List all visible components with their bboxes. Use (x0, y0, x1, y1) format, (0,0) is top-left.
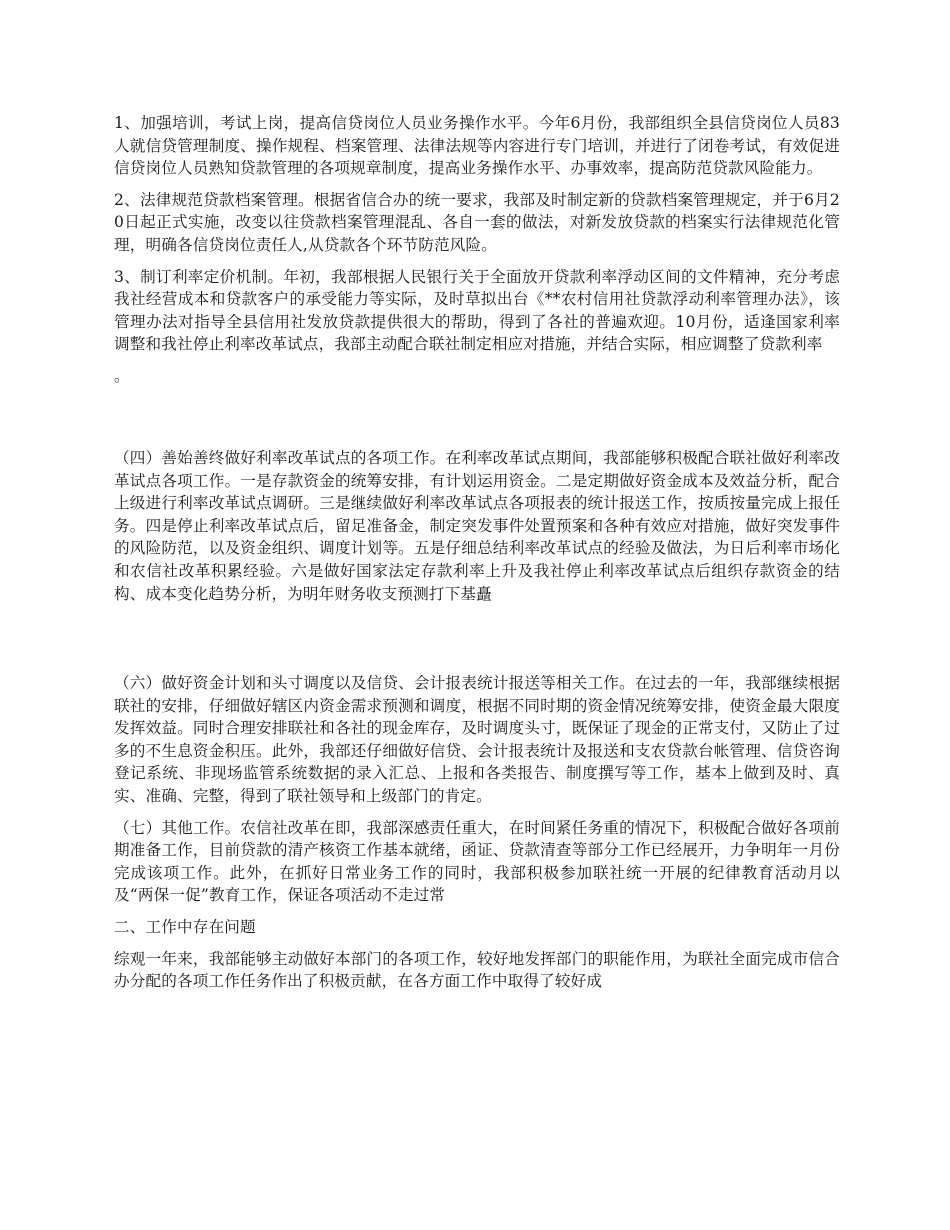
paragraph-interest-rate-pricing: 3、制订利率定价机制。年初，我部根据人民银行关于全面放开贷款利率浮动区间的文件精神，充分考虑我社经营成本和贷款客户的承受能力等实际，及时草拟出台《**农村信用社贷款浮动利率管理办法》，该管理办法对指导全县信用社发放贷款提供很大的帮助，得到了各社的普遍欢迎。10月份，适逢国家利率调整和我社停止利率改革试点，我部主动配合联社制定相应对措施，并结合实际，相应调整了贷款利率 (114, 267, 840, 354)
section-spacer (114, 614, 840, 672)
heading-problems: 二、工作中存在问题 (114, 918, 256, 937)
paragraph-training: 1、加强培训，考试上岗，提高信贷岗位人员业务操作水平。今年6月份，我部组织全县信贷岗位人员83人就信贷管理制度、操作规程、档案管理、法律法规等内容进行专门培训，并进行了闭卷考试，有效促进信贷岗位人员熟知贷款管理的各项规章制度，提高业务操作水平、办事效率，提高防范贷款风险能力。 (114, 114, 840, 178)
paragraph-summary: 综观一年来，我部能够主动做好本部门的各项工作，较好地发挥部门的职能作用，为联社全面完成市信合办分配的各项工作任务作出了积极贡献，在各方面工作中取得了较好成 (114, 949, 840, 991)
paragraph-section-six: （六）做好资金计划和头寸调度以及信贷、会计报表统计报送等相关工作。在过去的一年，我部继续根据联社的安排，仔细做好辖区内资金需求预测和调度，根据不同时期的资金情况统筹安排，使资金最大限度发挥效益。同时合理安排联社和各社的现金库存，及时调度头寸，既保证了现金的正常支付，又防止了过多的不生息资金积压。此外，我部还仔细做好信贷、会计报表统计及报送和支农贷款台帐管理、信贷咨询登记系统、非现场监管系统数据的录入汇总、上报和各类报告、制度撰写等工作，基本上做到及时、真实、准确、完整，得到了联社领导和上级部门的肯定。 (114, 674, 840, 806)
document-body (114, 112, 840, 1002)
paragraph-archive-management: 2、法律规范贷款档案管理。根据省信合办的统一要求，我部及时制定新的贷款档案管理规定，并于6月20日起正式实施，改变以往贷款档案管理混乱、各自一套的做法，对新发放贷款的档案实行法律规范化管理，明确各信贷岗位责任人,从贷款各个环节防范风险。 (114, 190, 840, 254)
paragraph-section-four: （四）善始善终做好利率改革试点的各项工作。在利率改革试点期间，我部能够积极配合联社做好利率改革试点各项工作。一是存款资金的统筹安排，有计划运用资金。二是定期做好资金成本及效益分析，配合上级进行利率改革试点调研。三是继续做好利率改革试点各项报表的统计报送工作，按质按量完成上报任务。四是停止利率改革试点后，留足准备金，制定突发事件处置预案和各种有效应对措施，做好突发事件的风险防范，以及资金组织、调度计划等。五是仔细总结利率改革试点的经验及做法，为日后利率市场化和农信社改革积累经验。六是做好国家法定存款利率上升及我社停止利率改革试点后组织存款资金的结构、成本变化趋势分析，为明年财务收支预测打下基矗 (114, 448, 840, 603)
paragraph-section-seven: （七）其他工作。农信社改革在即，我部深感责任重大，在时间紧任务重的情况下，积极配合做好各项前期准备工作，目前贷款的清产核资工作基本就绪，函证、贷款清查等部分工作已经展开，力争明年一月份完成该项工作。此外，在抓好日常业务工作的同时，我部积极参加联社统一开展的纪律教育活动月以及“两保一促”教育工作，保证各项活动不走过常 (114, 818, 840, 905)
section-spacer (114, 387, 840, 447)
paragraph-period: 。 (114, 366, 130, 385)
